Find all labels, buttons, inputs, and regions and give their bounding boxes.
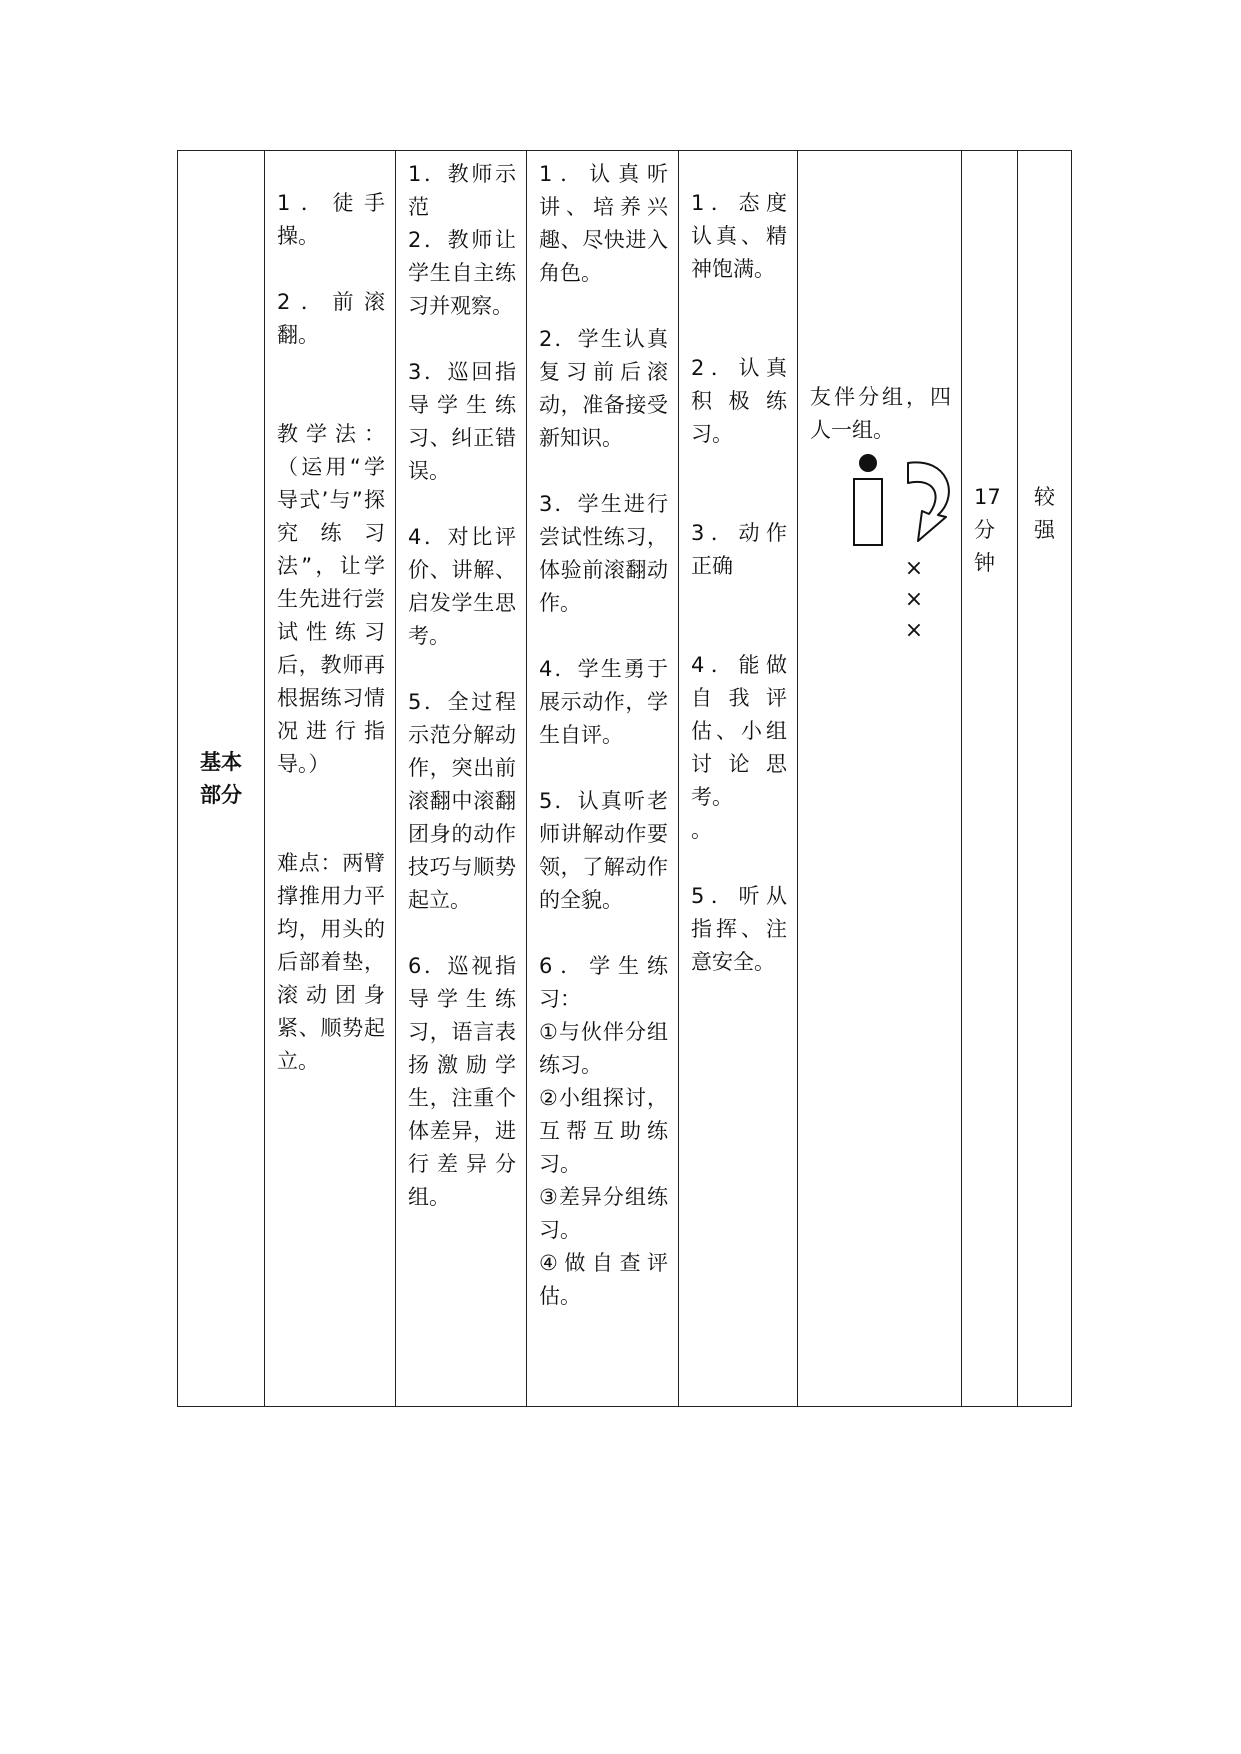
requirement-item-4: 4．能做自我评估、小组讨论思考。 bbox=[691, 653, 787, 809]
teacher-item-4: 4．对比评价、讲解、启发学生思考。 bbox=[408, 525, 516, 648]
intensity-line2: 强 bbox=[1034, 518, 1055, 542]
teacher-item-6: 6．巡视指导学生练习，语言表扬激励学生，注重个体差异，进行差异分组。 bbox=[408, 954, 516, 1209]
content-item-1: 1．徒手操。 bbox=[277, 191, 385, 248]
organization-text: 友伴分组，四人一组。 bbox=[810, 385, 951, 442]
requirement-item-6: 5．听从指挥、注意安全。 bbox=[691, 884, 787, 974]
student-mark-2: × bbox=[904, 587, 924, 612]
teacher-item-2: 2．教师让学生自主练习并观察。 bbox=[408, 228, 516, 318]
student-subitem-1: ①与伙伴分组练习。 bbox=[539, 1020, 668, 1077]
organization-cell bbox=[798, 151, 962, 1407]
intensity-line1: 较 bbox=[1034, 485, 1055, 509]
student-item-2: 2．学生认真复习前后滚动，准备接受新知识。 bbox=[539, 327, 668, 450]
formation-diagram bbox=[850, 453, 962, 653]
student-subitem-4: ④做自查评估。 bbox=[539, 1251, 668, 1308]
section-label-line2: 部分 bbox=[200, 782, 242, 807]
student-item-3: 3．学生进行尝试性练习，体验前滚翻动作。 bbox=[539, 492, 668, 615]
student-subitem-2: ②小组探讨，互帮互助练习。 bbox=[539, 1086, 668, 1176]
student-mark-3: × bbox=[904, 618, 924, 643]
teaching-method: 教学法：（运用“学导式’与”探究练习法”，让学生先进行尝试性练习后，教师再根据练习情况进行指导。） bbox=[277, 422, 385, 776]
requirements-cell bbox=[679, 151, 798, 1407]
content-item-2: 2．前滚翻。 bbox=[277, 290, 385, 347]
intensity-cell bbox=[1018, 151, 1072, 1407]
teacher-activity-cell bbox=[396, 151, 527, 1407]
student-activity-cell bbox=[527, 151, 679, 1407]
student-item-1: 1．认真听讲、培养兴趣、尽快进入角色。 bbox=[539, 162, 668, 285]
time-value: 17 bbox=[974, 485, 1001, 509]
section-cell bbox=[178, 151, 265, 1407]
requirement-item-5: 。 bbox=[691, 818, 712, 842]
student-item-6: 6．学生练习： bbox=[539, 954, 668, 1011]
student-item-4: 4．学生勇于展示动作，学生自评。 bbox=[539, 657, 668, 747]
requirement-item-2: 2．认真积极练习。 bbox=[691, 356, 787, 446]
time-unit-1: 分 bbox=[974, 518, 995, 542]
requirement-item-1: 1．态度认真、精神饱满。 bbox=[691, 191, 787, 281]
teacher-item-5: 5．全过程示范分解动作，突出前滚翻中滚翻团身的动作技巧与顺势起立。 bbox=[408, 690, 516, 912]
requirement-item-3: 3．动作正确 bbox=[691, 521, 787, 578]
content-cell bbox=[265, 151, 396, 1407]
time-unit-2: 钟 bbox=[974, 551, 995, 575]
time-cell bbox=[962, 151, 1018, 1407]
student-subitem-3: ③差异分组练习。 bbox=[539, 1185, 668, 1242]
difficulty-point: 难点：两臂撑推用力平均，用头的后部着垫，滚动团身紧、顺势起立。 bbox=[277, 851, 385, 1073]
mat-diagram-icon bbox=[850, 453, 962, 563]
student-mark-1: × bbox=[904, 556, 924, 581]
lesson-row-basic bbox=[178, 151, 1072, 1407]
teacher-item-1: 1．教师示范 bbox=[408, 162, 516, 219]
lesson-plan-table bbox=[177, 150, 1072, 1407]
student-item-5: 5．认真听老师讲解动作要领，了解动作的全貌。 bbox=[539, 789, 668, 912]
section-label-line1: 基本 bbox=[200, 749, 242, 774]
teacher-item-3: 3．巡回指导学生练习、纠正错误。 bbox=[408, 360, 516, 483]
